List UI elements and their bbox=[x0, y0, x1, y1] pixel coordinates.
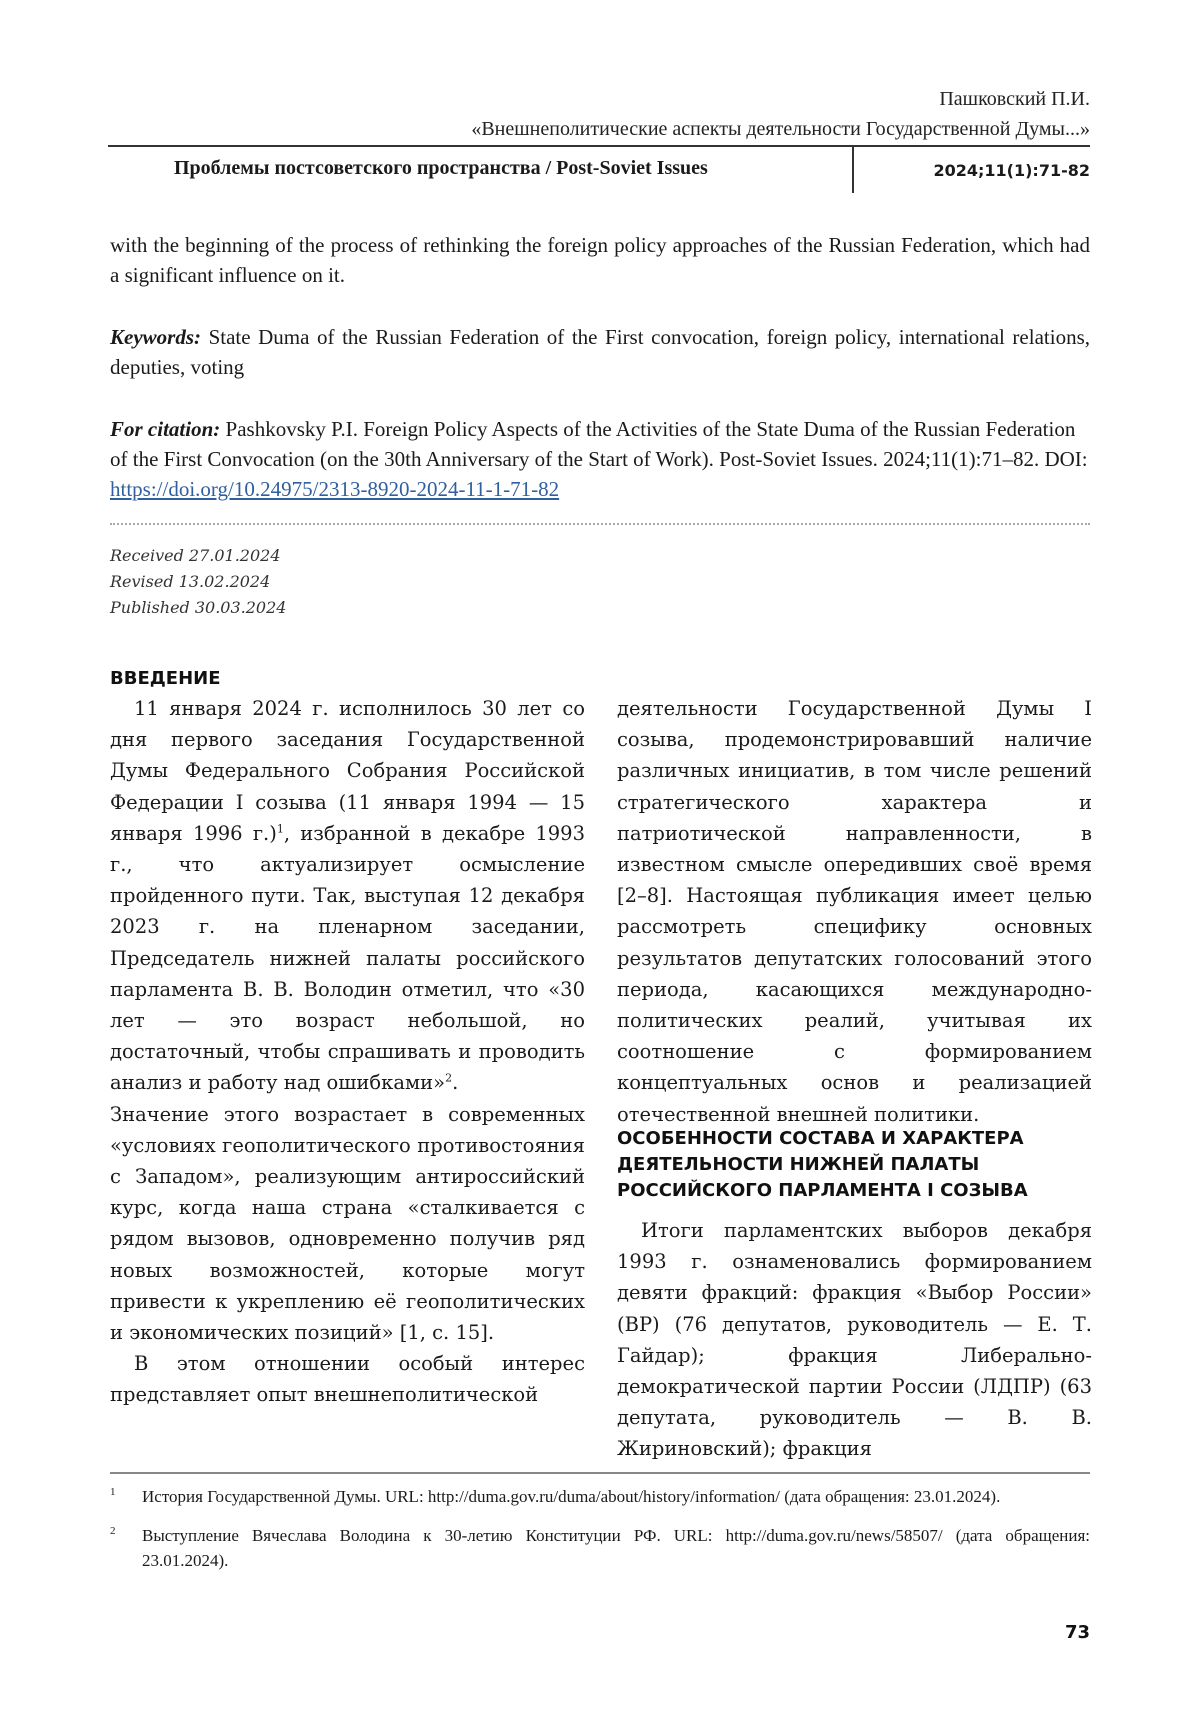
citation-label: For citation: bbox=[110, 417, 221, 441]
date-received: Received 27.01.2024 bbox=[110, 546, 281, 565]
footnote-text: История Государственной Думы. URL: http://duma.gov.ru/duma/about/history/information/ (дата обращения: 23.01.2024). bbox=[142, 1487, 1001, 1506]
journal-banner bbox=[108, 147, 1090, 195]
page-number: 73 bbox=[1064, 1622, 1090, 1643]
right-column-top bbox=[617, 693, 1092, 1130]
intro-paragraph-1 bbox=[110, 693, 585, 1099]
left-column bbox=[110, 693, 585, 1411]
abstract-tail: with the beginning of the process of rethinking the foreign policy approaches of the Russian Federation, which had a significant influence on it. bbox=[110, 233, 1090, 287]
intro-paragraph-1-text-b: , избранной в декабре 1993 г., что актуализирует осмысление пройденного пути. Так, выступая 12 декабря 2023 г. на пленарном заседании, Председатель нижней палаты российского парламента В. В. Володин отметил, что «30 лет — это возраст небольшой, но достаточный, чтобы спрашивать и проводить анализ и работу над ошибками» bbox=[110, 821, 585, 1095]
keywords bbox=[110, 322, 1090, 382]
doi-link[interactable]: https://doi.org/10.24975/2313-8920-2024-11-1-71-82 bbox=[110, 477, 560, 501]
intro-paragraph-3: В этом отношении особый интерес представляет опыт внешнеполитической bbox=[110, 1352, 585, 1407]
footnote-number: 1 bbox=[110, 1486, 116, 1498]
section-heading-introduction: ВВЕДЕНИЕ bbox=[110, 668, 221, 689]
keywords-label: Keywords: bbox=[110, 325, 201, 349]
running-head-title: «Внешнеполитические аспекты деятельности Государственной Думы...» bbox=[471, 118, 1090, 140]
intro-paragraph-3-continued: деятельности Государственной Думы I созыва, продемонстрировавший наличие различных инициатив, в том числе решений стратегического характера и патриотической направленности, в известном смысле опередивших своё время [2–8]. Настоящая публикация имеет целью рассмотреть специфику основных результатов депутатских голосований этого периода, касающихся международно-политических реалий, учитывая их соотношение с формированием концептуальных основ и реализацией отечественной внешней политики. bbox=[617, 697, 1092, 1126]
journal-name: Проблемы постсоветского пространства / Post-Soviet Issues bbox=[174, 157, 708, 179]
features-paragraph-1: Итоги парламентских выборов декабря 1993 г. ознаменовались формированием девяти фракций: фракция «Выбор России» (ВР) (76 депутатов, руководитель — Е. Т. Гайдар); фракция Либерально-демократической партии России (ЛДПР) (63 депутата, руководитель — В. В. Жириновский); фракция bbox=[617, 1219, 1092, 1461]
footnote-rule bbox=[110, 1472, 1090, 1474]
intro-paragraph-1-text-a: 11 января 2024 г. исполнилось 30 лет со дня первого заседания Государственной Думы Федерального Собрания Российской Федерации I созыва (11 января 1994 — 15 января 1996 г.) bbox=[110, 697, 585, 845]
section-heading-features: ОСОБЕННОСТИ СОСТАВА И ХАРАКТЕРА ДЕЯТЕЛЬНОСТИ НИЖНЕЙ ПАЛАТЫ РОССИЙСКОГО ПАРЛАМЕНТА I СОЗЫВА bbox=[617, 1128, 1028, 1201]
footnote-ref-2[interactable]: 2 bbox=[445, 1071, 453, 1085]
footnote bbox=[110, 1484, 1090, 1509]
running-head bbox=[471, 84, 1090, 144]
article-dates bbox=[110, 543, 286, 621]
footnote-ref-1[interactable]: 1 bbox=[276, 822, 284, 836]
footnote-number: 2 bbox=[110, 1525, 116, 1537]
right-column-bottom bbox=[617, 1215, 1092, 1465]
keywords-text: State Duma of the Russian Federation of the First convocation, foreign policy, international relations, deputies, voting bbox=[110, 325, 1090, 379]
journal-issue: 2024;11(1):71-82 bbox=[933, 161, 1090, 180]
citation-text: Pashkovsky P.I. Foreign Policy Aspects of the Activities of the State Duma of the Russian Federation of the First Convocation (on the 30th Anniversary of the Start of Work). Post-Soviet Issues. 2024;11(1):71–82. DOI: bbox=[110, 417, 1088, 471]
intro-paragraph-1-text-c: . bbox=[452, 1071, 459, 1095]
dotted-separator bbox=[110, 523, 1090, 525]
date-published: Published 30.03.2024 bbox=[110, 598, 287, 617]
intro-paragraph-2: Значение этого возрастает в современных «условиях геополитического противостояния с Западом», реализующим антироссийский курс, когда наша страна «сталкивается с рядом вызовов, одновременно получив ряд новых возможностей, которые могут привести к укреплению её геополитических и экономических позиций» [1, с. 15]. bbox=[110, 1102, 585, 1345]
citation bbox=[110, 414, 1090, 504]
date-revised: Revised 13.02.2024 bbox=[110, 572, 271, 591]
footnote bbox=[110, 1523, 1090, 1573]
running-head-author: Пашковский П.И. bbox=[939, 88, 1090, 110]
footnotes bbox=[110, 1484, 1090, 1587]
journal-divider bbox=[852, 147, 854, 193]
footnote-text: Выступление Вячеслава Володина к 30-летию Конституции РФ. URL: http://duma.gov.ru/news/58507/ (дата обращения: 23.01.2024). bbox=[142, 1526, 1090, 1570]
